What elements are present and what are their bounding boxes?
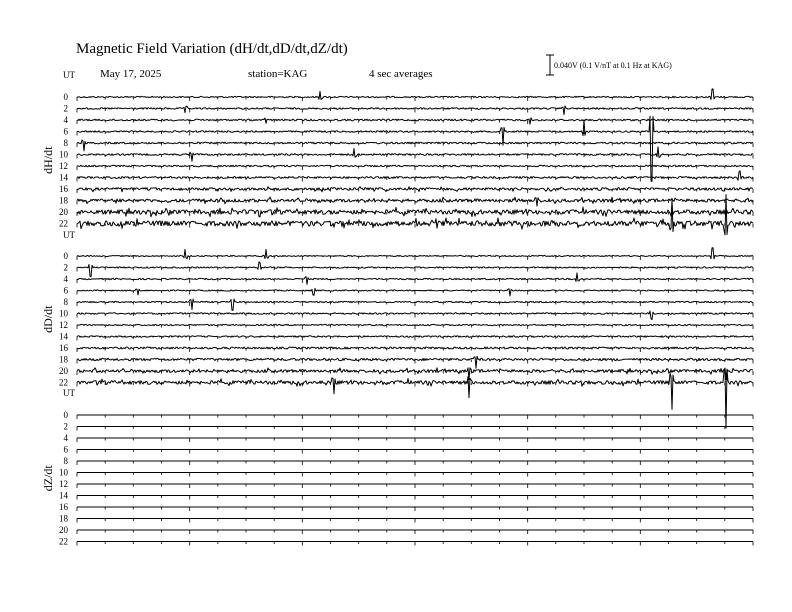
ut-label: UT xyxy=(63,230,75,240)
panel-dh-dt xyxy=(41,70,753,235)
panel-dz-dt xyxy=(41,388,753,547)
row-ticks xyxy=(77,415,753,419)
hour-label-6: 6 xyxy=(63,126,68,137)
hour-label-16: 16 xyxy=(59,502,68,512)
row-ticks xyxy=(77,120,753,124)
hour-label-4: 4 xyxy=(63,433,68,443)
panel-axis-title: dD/dt xyxy=(41,305,55,333)
panel-dd-dt xyxy=(41,230,753,428)
hour-label-20: 20 xyxy=(59,525,68,535)
trace-row-18 xyxy=(77,197,753,206)
hour-label-18: 18 xyxy=(59,195,68,206)
hour-label-6: 6 xyxy=(63,285,68,296)
hour-label-2: 2 xyxy=(63,262,68,273)
hour-label-14: 14 xyxy=(59,172,68,183)
hour-label-16: 16 xyxy=(59,184,68,194)
hour-label-22: 22 xyxy=(59,377,68,388)
hour-label-4: 4 xyxy=(63,274,68,284)
scale-bar xyxy=(546,55,672,75)
row-ticks xyxy=(77,542,753,546)
row-ticks xyxy=(77,530,753,534)
hour-label-8: 8 xyxy=(63,456,68,466)
hour-label-20: 20 xyxy=(59,366,68,376)
hour-label-18: 18 xyxy=(59,513,68,524)
trace-row-12 xyxy=(77,165,753,167)
row-ticks xyxy=(77,484,753,488)
row-ticks xyxy=(77,109,753,113)
averaging-label: 4 sec averages xyxy=(369,68,433,80)
hour-label-20: 20 xyxy=(59,207,68,217)
chart-title: Magnetic Field Variation (dH/dt,dD/dt,dZ/dt) xyxy=(76,41,348,57)
row-ticks xyxy=(77,450,753,454)
panel-axis-title: dZ/dt xyxy=(41,465,55,492)
hour-label-10: 10 xyxy=(59,467,68,478)
ut-label: UT xyxy=(63,388,75,398)
hour-label-10: 10 xyxy=(59,149,68,160)
hour-label-2: 2 xyxy=(63,421,68,432)
hour-label-16: 16 xyxy=(59,343,68,353)
hour-label-14: 14 xyxy=(59,331,68,342)
hour-label-0: 0 xyxy=(63,92,68,102)
ut-label: UT xyxy=(63,70,75,80)
row-ticks xyxy=(77,461,753,465)
row-ticks xyxy=(77,427,753,431)
row-ticks xyxy=(77,507,753,511)
station-label: station=KAG xyxy=(248,68,308,80)
panel-axis-title: dH/dt xyxy=(41,146,55,174)
hour-label-0: 0 xyxy=(63,410,68,420)
row-ticks xyxy=(77,496,753,500)
hour-label-6: 6 xyxy=(63,444,68,455)
hour-label-8: 8 xyxy=(63,138,68,148)
hour-label-8: 8 xyxy=(63,297,68,307)
hour-label-12: 12 xyxy=(59,161,68,171)
hour-label-22: 22 xyxy=(59,536,68,547)
hour-label-18: 18 xyxy=(59,354,68,365)
trace-row-22 xyxy=(77,369,753,428)
hour-label-12: 12 xyxy=(59,479,68,489)
panels-group xyxy=(41,70,753,547)
row-ticks xyxy=(77,519,753,523)
trace-row-6 xyxy=(77,116,753,181)
hour-label-10: 10 xyxy=(59,308,68,319)
trace-row-10 xyxy=(77,147,753,161)
scale-bar-label: 0.040V (0.1 V/nT at 0.1 Hz at KAG) xyxy=(554,61,672,70)
row-ticks xyxy=(77,291,753,295)
hour-label-12: 12 xyxy=(59,320,68,330)
row-ticks xyxy=(77,438,753,442)
hour-label-4: 4 xyxy=(63,115,68,125)
hour-label-14: 14 xyxy=(59,490,68,501)
row-ticks xyxy=(77,473,753,477)
date-label: May 17, 2025 xyxy=(100,68,162,80)
hour-label-2: 2 xyxy=(63,103,68,114)
hour-label-22: 22 xyxy=(59,218,68,229)
hour-label-0: 0 xyxy=(63,251,68,261)
